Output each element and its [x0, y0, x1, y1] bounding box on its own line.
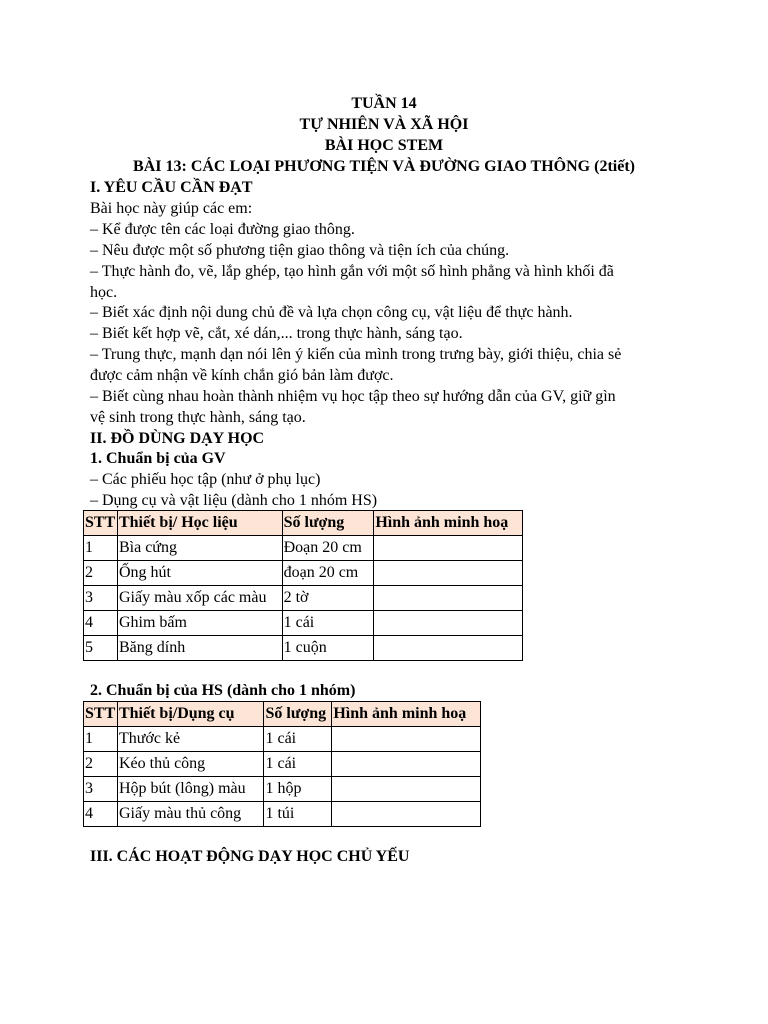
- table-cell: 2: [84, 752, 118, 777]
- table-cell: [374, 586, 523, 611]
- requirement-line: – Biết xác định nội dung chủ đề và lựa chọn công cụ, vật liệu để thực hành.: [90, 304, 573, 321]
- gv-prep-heading: 1. Chuẩn bị của GV: [90, 450, 226, 467]
- table-cell: 2: [84, 561, 118, 586]
- table-cell: [374, 536, 523, 561]
- table-cell: 5: [84, 636, 118, 661]
- lesson-type: BÀI HỌC STEM: [324, 137, 444, 154]
- column-header: Hình ảnh minh hoạ: [332, 702, 481, 727]
- table-cell: 3: [84, 777, 118, 802]
- requirement-line: – Thực hành đo, vẽ, lắp ghép, tạo hình gắn với một số hình phẳng và hình khối đã: [90, 263, 614, 280]
- table-row: [84, 777, 481, 802]
- table-cell: 1 cái: [264, 727, 332, 752]
- requirement-line: học.: [90, 284, 118, 301]
- requirement-line: vệ sinh trong thực hành, sáng tạo.: [90, 409, 306, 426]
- requirement-line: – Kể được tên các loại đường giao thông.: [90, 221, 355, 238]
- table-row: [84, 586, 523, 611]
- table-cell: Ống hút: [117, 561, 282, 586]
- table-cell: 4: [84, 611, 118, 636]
- table-cell: Thước kẻ: [117, 727, 264, 752]
- week-title: TUẦN 14: [351, 95, 417, 112]
- table-row: [84, 536, 523, 561]
- table-cell: Bìa cứng: [117, 536, 282, 561]
- lesson-title: BÀI 13: CÁC LOẠI PHƯƠNG TIỆN VÀ ĐƯỜNG GIAO THÔNG (2tiết): [133, 158, 635, 175]
- table-cell: [332, 802, 481, 827]
- table-row: [84, 636, 523, 661]
- table-cell: Băng dính: [117, 636, 282, 661]
- section-heading-materials: II. ĐỒ DÙNG DẠY HỌC: [90, 430, 265, 447]
- table-cell: 1 túi: [264, 802, 332, 827]
- hs-materials-table: [83, 701, 481, 827]
- column-header: STT: [84, 702, 118, 727]
- column-header: Số lượng: [282, 511, 374, 536]
- table-header-row: [84, 702, 481, 727]
- table-cell: 2 tờ: [282, 586, 374, 611]
- requirement-line: – Trung thực, mạnh dạn nói lên ý kiến của mình trong trưng bày, giới thiệu, chia sẻ: [90, 346, 622, 363]
- table-cell: Giấy màu xốp các màu: [117, 586, 282, 611]
- column-header: Hình ảnh minh hoạ: [374, 511, 523, 536]
- table-row: [84, 611, 523, 636]
- requirement-line: – Nêu được một số phương tiện giao thông và tiện ích của chúng.: [90, 242, 510, 259]
- table-cell: 1 hộp: [264, 777, 332, 802]
- table-cell: [332, 727, 481, 752]
- section-heading-requirements: I. YÊU CẦU CẦN ĐẠT: [90, 179, 253, 196]
- gv-materials-table: [83, 510, 523, 661]
- table-cell: Hộp bút (lông) màu: [117, 777, 264, 802]
- table-cell: 3: [84, 586, 118, 611]
- table-cell: đoạn 20 cm: [282, 561, 374, 586]
- table-row: [84, 752, 481, 777]
- gv-prep-line: – Các phiếu học tập (như ở phụ lục): [90, 471, 321, 488]
- column-header: Thiết bị/Dụng cụ: [117, 702, 264, 727]
- requirements-intro: Bài học này giúp các em:: [90, 200, 253, 217]
- column-header: STT: [84, 511, 118, 536]
- table-cell: 1 cái: [264, 752, 332, 777]
- table-row: [84, 561, 523, 586]
- requirement-line: – Biết kết hợp vẽ, cắt, xé dán,... trong thực hành, sáng tạo.: [90, 325, 463, 342]
- table-cell: [374, 561, 523, 586]
- hs-prep-heading: 2. Chuẩn bị của HS (dành cho 1 nhóm): [90, 682, 356, 699]
- table-cell: 1 cái: [282, 611, 374, 636]
- section-heading-activities: III. CÁC HOẠT ĐỘNG DẠY HỌC CHỦ YẾU: [90, 848, 410, 865]
- table-header-row: [84, 511, 523, 536]
- column-header: Số lượng: [264, 702, 332, 727]
- table-cell: Giấy màu thủ công: [117, 802, 264, 827]
- table-cell: Ghim bấm: [117, 611, 282, 636]
- table-cell: Đoạn 20 cm: [282, 536, 374, 561]
- table-cell: 1 cuộn: [282, 636, 374, 661]
- table-cell: [374, 611, 523, 636]
- requirement-line: được cảm nhận về kính chắn gió bản làm được.: [90, 367, 394, 384]
- table-cell: 4: [84, 802, 118, 827]
- column-header: Thiết bị/ Học liệu: [117, 511, 282, 536]
- table-cell: [332, 752, 481, 777]
- table-cell: [374, 636, 523, 661]
- table-cell: Kéo thủ công: [117, 752, 264, 777]
- requirement-line: – Biết cùng nhau hoàn thành nhiệm vụ học tập theo sự hướng dẫn của GV, giữ gìn: [90, 388, 616, 405]
- table-cell: [332, 777, 481, 802]
- table-cell: 1: [84, 727, 118, 752]
- gv-prep-line: – Dụng cụ và vật liệu (dành cho 1 nhóm HS): [90, 492, 378, 509]
- subject-title: TỰ NHIÊN VÀ XÃ HỘI: [299, 116, 469, 133]
- table-cell: 1: [84, 536, 118, 561]
- table-row: [84, 727, 481, 752]
- table-row: [84, 802, 481, 827]
